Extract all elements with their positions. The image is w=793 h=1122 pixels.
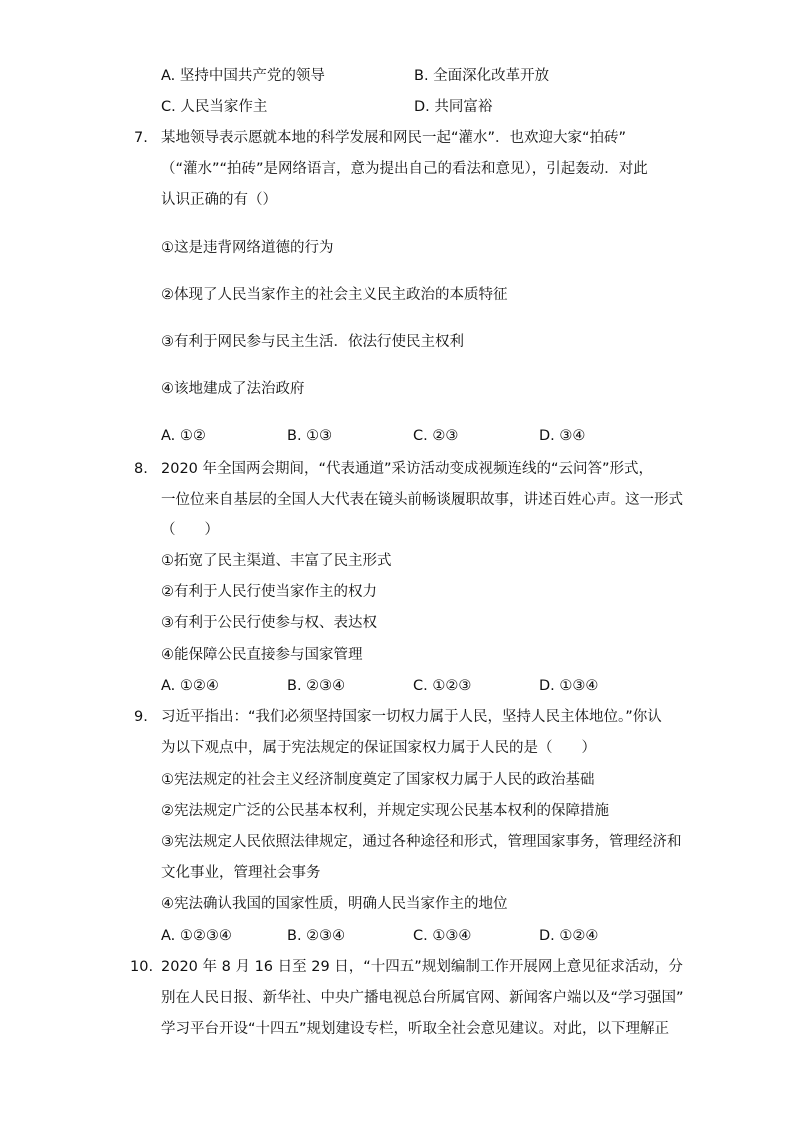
q8-item: ④能保障公民直接参与国家管理	[161, 647, 363, 663]
q7-stem-line: 认识正确的有（）	[161, 192, 277, 208]
q9-item: ①宪法规定的社会主义经济制度奠定了国家权力属于人民的政治基础	[161, 772, 595, 788]
q9-stem-line: 为以下观点中，属于宪法规定的保证国家权力属于人民的是（ ）	[161, 740, 596, 756]
q8-option-b: B. ②③④	[287, 678, 346, 694]
q9-option-c: C. ①③④	[413, 928, 472, 944]
q8-option-a: A. ①②④	[161, 678, 219, 694]
q7-number: 7.	[134, 130, 148, 146]
q6-option-b: B. 全面深化改革开放	[414, 68, 550, 84]
q7-stem-line: （“灌水”“拍砖”是网络语言，意为提出自己的看法和意见），引起轰动．对此	[161, 161, 648, 177]
q9-stem-line: 习近平指出：“我们必须坚持国家一切权力属于人民，坚持人民主体地位。”你认	[161, 709, 662, 725]
q6-option-a: A. 坚持中国共产党的领导	[161, 68, 325, 84]
q9-item-continued: 文化事业，管理社会事务	[161, 865, 321, 881]
q10-stem-line: 别在人民日报、新华社、中央广播电视总台所属官网、新闻客户端以及“学习强国”	[161, 990, 684, 1006]
q8-stem-line: 一位位来自基层的全国人大代表在镜头前畅谈履职故事，讲述百姓心声。这一形式	[161, 492, 683, 508]
q8-item: ②有利于人民行使当家作主的权力	[161, 584, 377, 600]
q8-stem-line: 2020 年全国两会期间，“代表通道”采访活动变成视频连线的“云问答”形式，	[161, 461, 654, 477]
q7-option-a: A. ①②	[161, 428, 206, 444]
q9-item: ③宪法规定人民依照法律规定，通过各种途径和形式，管理国家事务，管理经济和	[161, 834, 682, 850]
q8-number: 8.	[134, 461, 148, 477]
q7-item: ①这是违背网络道德的行为	[161, 240, 334, 256]
q7-option-d: D. ③④	[539, 428, 586, 444]
q9-item: ②宪法规定广泛的公民基本权利，并规定实现公民基本权利的保障措施	[161, 803, 609, 819]
q9-number: 9.	[134, 709, 148, 725]
q7-stem-line: 某地领导表示愿就本地的科学发展和网民一起“灌水”．也欢迎大家“拍砖”	[161, 130, 627, 146]
q6-option-d: D. 共同富裕	[414, 99, 493, 115]
q7-option-c: C. ②③	[413, 428, 459, 444]
q9-option-d: D. ①②④	[539, 928, 599, 944]
q7-option-b: B. ①③	[287, 428, 333, 444]
q10-stem-line: 2020 年 8 月 16 日至 29 日，“十四五”规划编制工作开展网上意见征求活动，分	[161, 959, 683, 975]
q9-item: ④宪法确认我国的国家性质，明确人民当家作主的地位	[161, 896, 508, 912]
q6-option-c: C. 人民当家作主	[161, 99, 268, 115]
q8-item: ③有利于公民行使参与权、表达权	[161, 615, 377, 631]
q10-number: 10.	[130, 959, 154, 975]
q8-item: ①拓宽了民主渠道、丰富了民主形式	[161, 553, 392, 569]
q9-option-b: B. ②③④	[287, 928, 346, 944]
q7-item: ②体现了人民当家作主的社会主义民主政治的本质特征	[161, 287, 508, 303]
q7-item: ④该地建成了法治政府	[161, 381, 305, 397]
q8-option-c: C. ①②③	[413, 678, 472, 694]
q10-stem-line: 学习平台开设“十四五”规划建设专栏，听取全社会意见建议。对此，以下理解正	[161, 1021, 670, 1037]
q8-stem-line: （ ）	[161, 522, 219, 538]
q7-item: ③有利于网民参与民主生活．依法行使民主权利	[161, 334, 464, 350]
q8-option-d: D. ①③④	[539, 678, 599, 694]
q9-option-a: A. ①②③④	[161, 928, 232, 944]
